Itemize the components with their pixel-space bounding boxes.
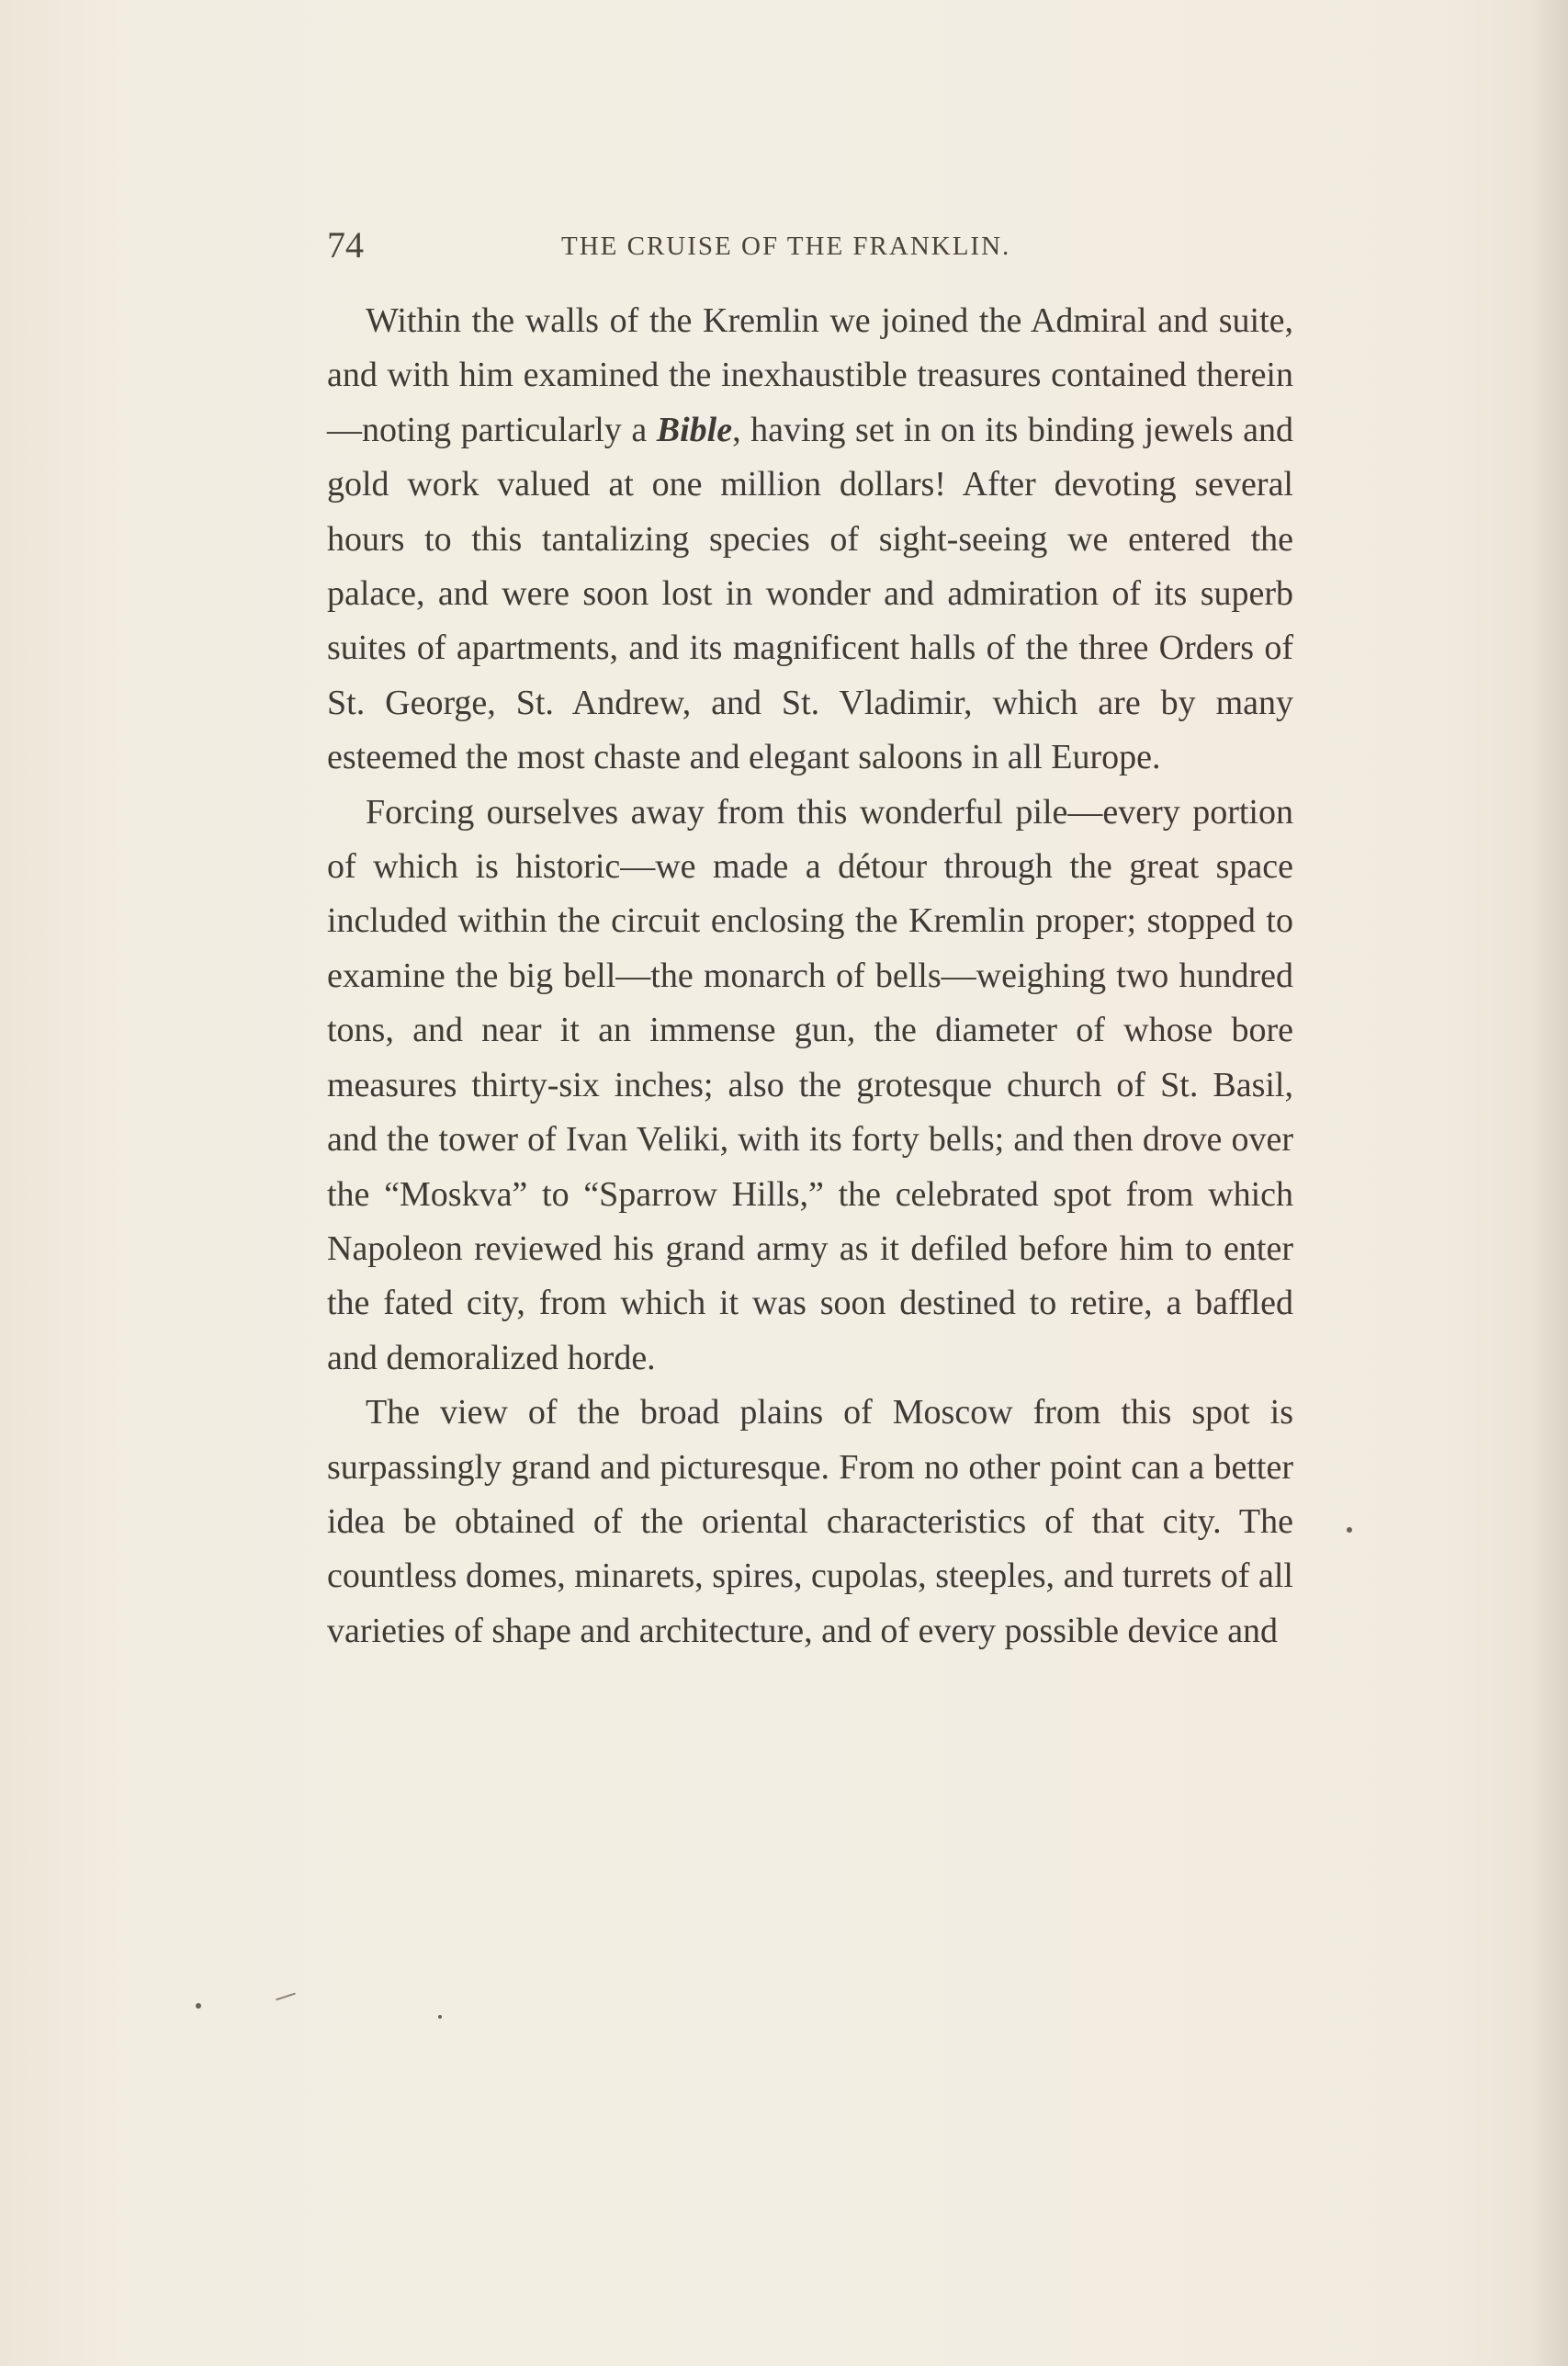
paragraph-moscow-view: The view of the broad plains of Moscow from this spot is surpassingly grand and picturesque. From no other point can a better idea be obtained of the oriental characteristics of that city. The countless domes, minarets, spires, cupolas, steeples, and turrets of all varieties of shape and architecture, and of every possible device and	[327, 1393, 1293, 1650]
bible-emphasis: Bible	[656, 410, 733, 449]
paragraph-detour: Forcing ourselves away from this wonderful pile—every portion of which is historic—we made a détour through the great space included within the circuit enclosing the Kremlin proper; stopped to examine the big bell—the monarch of bells—weighing two hundred tons, and near it an immense gun, the diameter of whose bore measures thirty-six inches; also the grotesque church of St. Basil, and the tower of Ivan Veliki, with its forty bells; and then drove over the “Moskva” to “Sparrow Hills,” the celebrated spot from which Napoleon reviewed his grand army as it defiled before him to enter the fated city, from which it was soon destined to retire, a baffled and demoralized horde.	[327, 792, 1293, 1377]
body-text	[327, 294, 1293, 1658]
page-edge-shadow	[1531, 0, 1568, 2366]
margin-speck	[438, 2015, 442, 2019]
page-header	[327, 226, 1293, 265]
margin-speck	[1347, 1527, 1352, 1533]
paragraph-kremlin-text-end: , having set in on its binding jewels and gold work valued at one million dollars! After devoting several hours to this tantalizing species of sight-seeing we entered the palace, and were soon lost in wonder and admiration of its superb suites of apartments, and its magnificent halls of the three Orders of St. George, St. Andrew, and St. Vladimir, which are by many esteemed the most chaste and elegant saloons in all Europe.	[327, 410, 1294, 777]
running-head: THE CRUISE OF THE FRANKLIN.	[561, 232, 1011, 261]
margin-speck	[196, 2003, 201, 2009]
margin-speck	[276, 1993, 296, 2001]
paragraph-kremlin	[327, 294, 1293, 786]
paragraph-kremlin-text-start: Within the walls of the Kremlin we joined the Admiral and suite, and with him examined the inexhaustible treasures contained therein—noting particularly a	[327, 301, 1293, 449]
page-number: 74	[327, 224, 364, 266]
